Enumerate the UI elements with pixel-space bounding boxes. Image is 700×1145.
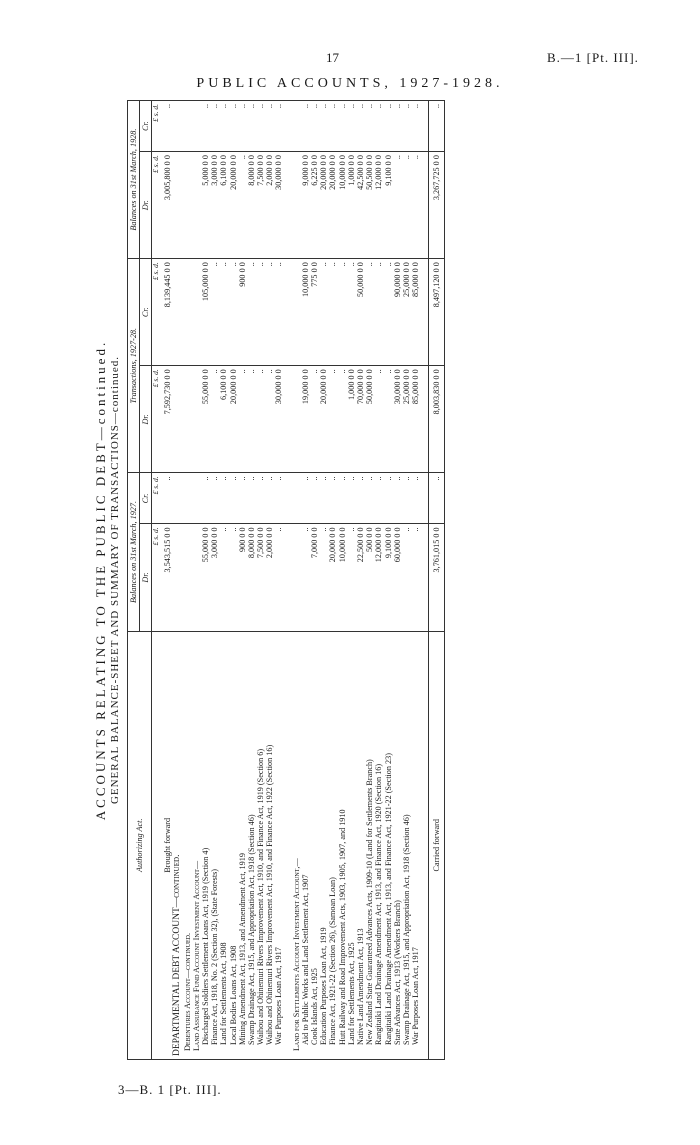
amount-cell-tdr: 55,000 0 0	[201, 366, 210, 473]
amount-cell-b28dr: 7,500 0 0	[256, 152, 265, 259]
amount-cell-b27dr: 55,000 0 0	[201, 524, 210, 631]
amount-cell-b28dr: ..	[393, 152, 402, 259]
table-row	[201, 101, 210, 1060]
table-row	[219, 101, 228, 1060]
amount-cell-b27cr: ..	[374, 473, 383, 524]
amount-cell-b27cr: ..	[429, 473, 445, 524]
amount-cell-b28cr: ..	[247, 101, 256, 152]
amount-cell-b27dr: 2,000 0 0	[265, 524, 274, 631]
amount-cell-b28dr: 3,000 0 0	[210, 152, 219, 259]
amount-cell-tdr: 20,000 0 0	[229, 366, 238, 473]
amount-cell-b27dr	[292, 524, 301, 631]
amount-cell-tdr: 20,000 0 0	[319, 366, 328, 473]
header-balances-1927: Balances on 31st March, 1927.	[128, 473, 140, 631]
rotated-table-block	[93, 100, 603, 1060]
authorizing-act-cell: Education Purposes Loan Act, 1919	[319, 631, 328, 1059]
amount-cell-tcr: ..	[219, 259, 228, 366]
authorizing-act-cell: Local Bodies Loans Act, 1908	[229, 631, 238, 1059]
amount-cell-tdr: 7,592,730 0 0	[163, 366, 172, 473]
amount-cell-tdr: ..	[247, 366, 256, 473]
amount-cell-b27dr: 22,500 0 0	[356, 524, 365, 631]
amount-cell-b27cr: ..	[365, 473, 374, 524]
amount-cell-b28dr: 8,000 0 0	[247, 152, 256, 259]
amount-cell-b28cr	[292, 101, 301, 152]
authorizing-act-cell: State Advances Act, 1913 (Workers Branch)	[393, 631, 402, 1059]
page-number: 17	[326, 50, 339, 65]
amount-cell-tcr: 8,497,120 0 0	[429, 259, 445, 366]
amount-cell-tcr: ..	[256, 259, 265, 366]
table-title: ACCOUNTS RELATING TO THE PUBLIC DEBT—continued.	[93, 339, 108, 821]
units-label: £ s. d.	[152, 152, 163, 259]
authorizing-act-cell: Cook Islands Act, 1925	[310, 631, 319, 1059]
amount-cell-tcr: 85,000 0 0	[411, 259, 420, 366]
amount-cell-b28cr	[183, 101, 192, 152]
amount-cell-b27dr	[284, 524, 292, 631]
amount-cell-b28cr: ..	[301, 101, 310, 152]
amount-cell-b27dr: 7,500 0 0	[256, 524, 265, 631]
amount-cell-b27dr: ..	[219, 524, 228, 631]
authorizing-act-cell: DEPARTMENTAL DEBT ACCOUNT—continued.	[172, 631, 183, 1059]
amount-cell-b28dr: 9,100 0 0	[384, 152, 393, 259]
table-row	[393, 101, 402, 1060]
authorizing-act-cell: War Purposes Loan Act, 1917	[274, 631, 283, 1059]
amount-cell-b27dr: 900 0 0	[238, 524, 247, 631]
amount-cell-tdr: 85,000 0 0	[411, 366, 420, 473]
table-row	[384, 101, 393, 1060]
amount-cell-tcr: ..	[338, 259, 347, 366]
amount-cell-tdr: ..	[210, 366, 219, 473]
table-row	[374, 101, 383, 1060]
amount-cell-tdr	[284, 366, 292, 473]
authorizing-act-cell: Land for Settlements Account Investment Account,—	[292, 631, 301, 1059]
amount-cell-b27dr: 60,000 0 0	[393, 524, 402, 631]
amount-cell-b27cr: ..	[256, 473, 265, 524]
amount-cell-b27cr	[192, 473, 201, 524]
header-row-groups	[128, 101, 140, 1060]
amount-cell-b27dr: 9,100 0 0	[384, 524, 393, 631]
amount-cell-b27dr: 7,000 0 0	[310, 524, 319, 631]
amount-cell-tcr: 900 0 0	[238, 259, 247, 366]
balance-sheet-table	[127, 100, 445, 1060]
amount-cell-b28cr: ..	[328, 101, 337, 152]
amount-cell-b27dr	[172, 524, 183, 631]
amount-cell-b27dr: ..	[274, 524, 283, 631]
header-transactions: Transactions, 1927-28.	[128, 259, 140, 473]
table-row	[172, 101, 183, 1060]
amount-cell-b27dr: ..	[319, 524, 328, 631]
amount-cell-b27cr	[292, 473, 301, 524]
amount-cell-b27dr: ..	[411, 524, 420, 631]
table-row	[411, 101, 420, 1060]
amount-cell-b28dr: 50,500 0 0	[365, 152, 374, 259]
amount-cell-tdr: ..	[328, 366, 337, 473]
amount-cell-b28cr: ..	[411, 101, 420, 152]
authorizing-act-cell: Finance Act, 1918, No. 2 (Section 32), (State Forests)	[210, 631, 219, 1059]
amount-cell-tcr: 775 0 0	[310, 259, 319, 366]
amount-cell-b27dr: 10,000 0 0	[338, 524, 347, 631]
amount-cell-tcr: ..	[229, 259, 238, 366]
authorizing-act-cell: Rangitaiki Land Drainage Amendment Act, 1913, and Finance Act, 1921-22 (Section 23)	[384, 631, 393, 1059]
amount-cell-tdr: 1,000 0 0	[347, 366, 356, 473]
amount-cell-b27cr: ..	[402, 473, 411, 524]
amount-cell-tcr: 90,000 0 0	[393, 259, 402, 366]
authorizing-act-cell: Swamp Drainage Act, 1915, and Appropriation Act, 1918 (Section 46)	[402, 631, 411, 1059]
authorizing-act-cell	[420, 631, 429, 1059]
amount-cell-b28dr: 6,100 0 0	[219, 152, 228, 259]
amount-cell-b28cr: ..	[201, 101, 210, 152]
table-row	[338, 101, 347, 1060]
amount-cell-b28cr: ..	[229, 101, 238, 152]
units-label: £ s. d.	[152, 524, 163, 631]
amount-cell-tcr	[420, 259, 429, 366]
amount-cell-b28cr: ..	[384, 101, 393, 152]
amount-cell-tcr	[284, 259, 292, 366]
amount-cell-tdr: 30,000 0 0	[274, 366, 283, 473]
table-row	[310, 101, 319, 1060]
amount-cell-b27cr: ..	[411, 473, 420, 524]
amount-cell-b28dr	[420, 152, 429, 259]
amount-cell-b27cr: ..	[310, 473, 319, 524]
amount-cell-tdr	[192, 366, 201, 473]
table-row	[292, 101, 301, 1060]
amount-cell-b28dr: 3,267,725 0 0	[429, 152, 445, 259]
amount-cell-b27dr: ..	[301, 524, 310, 631]
table-row	[347, 101, 356, 1060]
header-dr: Dr.	[140, 152, 152, 259]
table-row	[420, 101, 429, 1060]
amount-cell-b28cr: ..	[256, 101, 265, 152]
amount-cell-b27dr: 20,000 0 0	[328, 524, 337, 631]
amount-cell-b27cr: ..	[319, 473, 328, 524]
amount-cell-tdr: ..	[338, 366, 347, 473]
amount-cell-tdr	[292, 366, 301, 473]
amount-cell-b28cr: ..	[274, 101, 283, 152]
table-row	[429, 101, 445, 1060]
header-dr: Dr.	[140, 366, 152, 473]
amount-cell-b28dr: ..	[238, 152, 247, 259]
amount-cell-tcr: ..	[274, 259, 283, 366]
amount-cell-b27dr	[192, 524, 201, 631]
amount-cell-tcr: ..	[365, 259, 374, 366]
amount-cell-b28dr: 2,000 0 0	[265, 152, 274, 259]
amount-cell-b27cr: ..	[265, 473, 274, 524]
amount-cell-b27dr	[183, 524, 192, 631]
authorizing-act-cell: Waihou and Ohinemuri Rivers Improvement Act, 1910, and Finance Act, 1922 (Section 16)	[265, 631, 274, 1059]
amount-cell-tcr: ..	[210, 259, 219, 366]
units-label: £ s. d.	[152, 101, 163, 152]
amount-cell-b27dr	[420, 524, 429, 631]
amount-cell-b27cr: ..	[328, 473, 337, 524]
authorizing-act-cell: Discharged Soldiers Settlement Loans Act, 1919 (Section 4)	[201, 631, 210, 1059]
units-label: £ s. d.	[152, 473, 163, 524]
amount-cell-b27dr: 3,543,515 0 0	[163, 524, 172, 631]
amount-cell-b27cr: ..	[384, 473, 393, 524]
amount-cell-b28dr	[172, 152, 183, 259]
amount-cell-tcr: ..	[328, 259, 337, 366]
authorizing-act-cell: Land for Settlements Act, 1925	[347, 631, 356, 1059]
amount-cell-b28cr	[284, 101, 292, 152]
amount-cell-b28cr: ..	[338, 101, 347, 152]
authorizing-act-cell: Swamp Drainage Act, 1915, and Appropriation Act, 1918 (Section 46)	[247, 631, 256, 1059]
amount-cell-b27cr: ..	[219, 473, 228, 524]
amount-cell-b27dr: 12,000 0 0	[374, 524, 383, 631]
amount-cell-b27cr	[420, 473, 429, 524]
amount-cell-b27dr: ..	[347, 524, 356, 631]
table-row	[301, 101, 310, 1060]
amount-cell-tcr: ..	[265, 259, 274, 366]
amount-cell-tcr: ..	[374, 259, 383, 366]
amount-cell-b27cr: ..	[338, 473, 347, 524]
amount-cell-b28dr: 42,500 0 0	[356, 152, 365, 259]
page-title: PUBLIC ACCOUNTS, 1927-1928.	[196, 76, 504, 91]
amount-cell-b27cr	[172, 473, 183, 524]
amount-cell-b27cr: ..	[356, 473, 365, 524]
table-row	[210, 101, 219, 1060]
authorizing-act-cell: Waihou and Ohinemuri Rivers Improvement Act, 1910, and Finance Act, 1919 (Section 6)	[256, 631, 265, 1059]
amount-cell-tdr: 19,000 0 0	[301, 366, 310, 473]
authorizing-act-cell: War Purposes Loan Act, 1917	[411, 631, 420, 1059]
amount-cell-b28dr: 9,000 0 0	[301, 152, 310, 259]
amount-cell-tdr: 50,000 0 0	[365, 366, 374, 473]
table-row	[192, 101, 201, 1060]
amount-cell-tdr: 30,000 0 0	[393, 366, 402, 473]
amount-cell-b28cr: ..	[393, 101, 402, 152]
amount-cell-tdr: ..	[310, 366, 319, 473]
amount-cell-b28dr: ..	[402, 152, 411, 259]
amount-cell-b28dr	[284, 152, 292, 259]
table-row	[265, 101, 274, 1060]
amount-cell-b27cr: ..	[274, 473, 283, 524]
amount-cell-b28cr: ..	[219, 101, 228, 152]
authorizing-act-cell: Brought forward	[163, 631, 172, 1059]
authorizing-act-cell: Native Land Amendment Act, 1913	[356, 631, 365, 1059]
amount-cell-tcr	[192, 259, 201, 366]
amount-cell-b28dr	[292, 152, 301, 259]
amount-cell-b28cr	[192, 101, 201, 152]
amount-cell-b28cr: ..	[265, 101, 274, 152]
amount-cell-b28dr	[192, 152, 201, 259]
table-row	[356, 101, 365, 1060]
amount-cell-b28dr: 20,000 0 0	[319, 152, 328, 259]
authorizing-act-cell	[284, 631, 292, 1059]
table-subtitle: GENERAL BALANCE-SHEET AND SUMMARY OF TRANSACTIONS—continued.	[109, 355, 121, 805]
amount-cell-b27dr: 8,000 0 0	[247, 524, 256, 631]
table-row	[284, 101, 292, 1060]
amount-cell-tdr	[183, 366, 192, 473]
amount-cell-b27cr: ..	[229, 473, 238, 524]
amount-cell-b27cr	[284, 473, 292, 524]
authorizing-act-cell: Aid to Public Works and Land Settlement Act, 1907	[301, 631, 310, 1059]
amount-cell-b27cr: ..	[347, 473, 356, 524]
amount-cell-b27cr: ..	[247, 473, 256, 524]
amount-cell-tdr: ..	[238, 366, 247, 473]
table-row	[328, 101, 337, 1060]
authorizing-act-cell: Debentures Account—continued.	[183, 631, 192, 1059]
amount-cell-b28cr: ..	[356, 101, 365, 152]
amount-cell-b28cr: ..	[210, 101, 219, 152]
authorizing-act-cell: Finance Act, 1921-22 (Section 26), (Samoan Loan)	[328, 631, 337, 1059]
amount-cell-tcr: ..	[347, 259, 356, 366]
authorizing-act-cell: Rangitaiki Land Drainage Amendment Act, 1913, and Finance Act, 1920 (Section 16)	[374, 631, 383, 1059]
authorizing-act-cell: Carried forward	[429, 631, 445, 1059]
amount-cell-tdr: ..	[384, 366, 393, 473]
amount-cell-tdr: ..	[265, 366, 274, 473]
amount-cell-b27cr: ..	[163, 473, 172, 524]
amount-cell-tdr: 8,003,830 0 0	[429, 366, 445, 473]
table-row	[247, 101, 256, 1060]
table-row	[256, 101, 265, 1060]
amount-cell-tcr: 8,139,445 0 0	[163, 259, 172, 366]
units-row	[152, 101, 163, 1060]
amount-cell-b28dr: 1,000 0 0	[347, 152, 356, 259]
table-body	[152, 101, 445, 1060]
table-row	[319, 101, 328, 1060]
amount-cell-b28dr: 30,000 0 0	[274, 152, 283, 259]
amount-cell-b27cr: ..	[238, 473, 247, 524]
amount-cell-tcr	[172, 259, 183, 366]
amount-cell-b27dr: ..	[402, 524, 411, 631]
units-label: £ s. d.	[152, 366, 163, 473]
amount-cell-tdr: 25,000 0 0	[402, 366, 411, 473]
amount-cell-tcr: 105,000 0 0	[201, 259, 210, 366]
amount-cell-b28dr: 20,000 0 0	[229, 152, 238, 259]
amount-cell-b28cr: ..	[238, 101, 247, 152]
header-balances-1928: Balances on 31st March, 1928.	[128, 101, 140, 259]
amount-cell-b28cr	[420, 101, 429, 152]
amount-cell-b27cr: ..	[301, 473, 310, 524]
header-dr: Dr.	[140, 524, 152, 631]
amount-cell-tcr: 25,000 0 0	[402, 259, 411, 366]
authorizing-act-cell: Land for Settlements Act, 1908	[219, 631, 228, 1059]
units-label: £ s. d.	[152, 259, 163, 366]
authorizing-act-cell: Mining Amendment Act, 1913, and Amendment Act, 1919	[238, 631, 247, 1059]
amount-cell-b27cr	[183, 473, 192, 524]
amount-cell-b28cr: ..	[402, 101, 411, 152]
table-row	[183, 101, 192, 1060]
amount-cell-tdr	[172, 366, 183, 473]
authorizing-act-cell: Hutt Railway and Road Improvement Acts, 1903, 1905, 1907, and 1910	[338, 631, 347, 1059]
amount-cell-b28cr: ..	[429, 101, 445, 152]
amount-cell-tdr: 70,000 0 0	[356, 366, 365, 473]
amount-cell-b27cr: ..	[393, 473, 402, 524]
amount-cell-tdr: 6,100 0 0	[219, 366, 228, 473]
amount-cell-b28dr: 3,005,800 0 0	[163, 152, 172, 259]
document-code: B.—1 [Pt. III].	[547, 50, 639, 65]
amount-cell-tcr	[183, 259, 192, 366]
amount-cell-b27dr: 500 0 0	[365, 524, 374, 631]
amount-cell-tcr: ..	[319, 259, 328, 366]
amount-cell-b27dr: ..	[229, 524, 238, 631]
header-authorizing-act: Authorizing Act.	[128, 631, 152, 1059]
header-cr: Cr.	[140, 259, 152, 366]
amount-cell-b28cr	[172, 101, 183, 152]
table-row	[274, 101, 283, 1060]
amount-cell-b28dr: 5,000 0 0	[201, 152, 210, 259]
amount-cell-b28dr: ..	[411, 152, 420, 259]
amount-cell-b28cr: ..	[310, 101, 319, 152]
authorizing-act-cell: Land Assurance Fund Account Investment Account—	[192, 631, 201, 1059]
amount-cell-b27dr: 3,761,015 0 0	[429, 524, 445, 631]
amount-cell-b28dr	[183, 152, 192, 259]
amount-cell-b28dr: 10,000 0 0	[338, 152, 347, 259]
amount-cell-tcr: 10,000 0 0	[301, 259, 310, 366]
amount-cell-b27cr: ..	[201, 473, 210, 524]
amount-cell-tcr: ..	[384, 259, 393, 366]
amount-cell-b28cr: ..	[374, 101, 383, 152]
table-row	[163, 101, 172, 1060]
amount-cell-tdr: ..	[374, 366, 383, 473]
table-row	[365, 101, 374, 1060]
amount-cell-b28dr: 12,000 0 0	[374, 152, 383, 259]
amount-cell-b28cr: ..	[319, 101, 328, 152]
amount-cell-b28cr: ..	[365, 101, 374, 152]
amount-cell-b28dr: 20,000 0 0	[328, 152, 337, 259]
header-cr: Cr.	[140, 473, 152, 524]
amount-cell-tcr	[292, 259, 301, 366]
authorizing-act-cell: New Zealand State Guaranteed Advances Acts, 1909-10 (Land for Settlements Branch)	[365, 631, 374, 1059]
amount-cell-b28cr: ..	[163, 101, 172, 152]
table-row	[402, 101, 411, 1060]
amount-cell-tcr: 50,000 0 0	[356, 259, 365, 366]
table-row	[238, 101, 247, 1060]
amount-cell-tdr	[420, 366, 429, 473]
table-row	[229, 101, 238, 1060]
amount-cell-tdr: ..	[256, 366, 265, 473]
amount-cell-b28cr: ..	[347, 101, 356, 152]
amount-cell-b27dr: 3,000 0 0	[210, 524, 219, 631]
header-cr: Cr.	[140, 101, 152, 152]
amount-cell-b28dr: 6,225 0 0	[310, 152, 319, 259]
footer-code: 3—B. 1 [Pt. III].	[118, 1082, 222, 1097]
amount-cell-b27cr: ..	[210, 473, 219, 524]
amount-cell-tcr: ..	[247, 259, 256, 366]
